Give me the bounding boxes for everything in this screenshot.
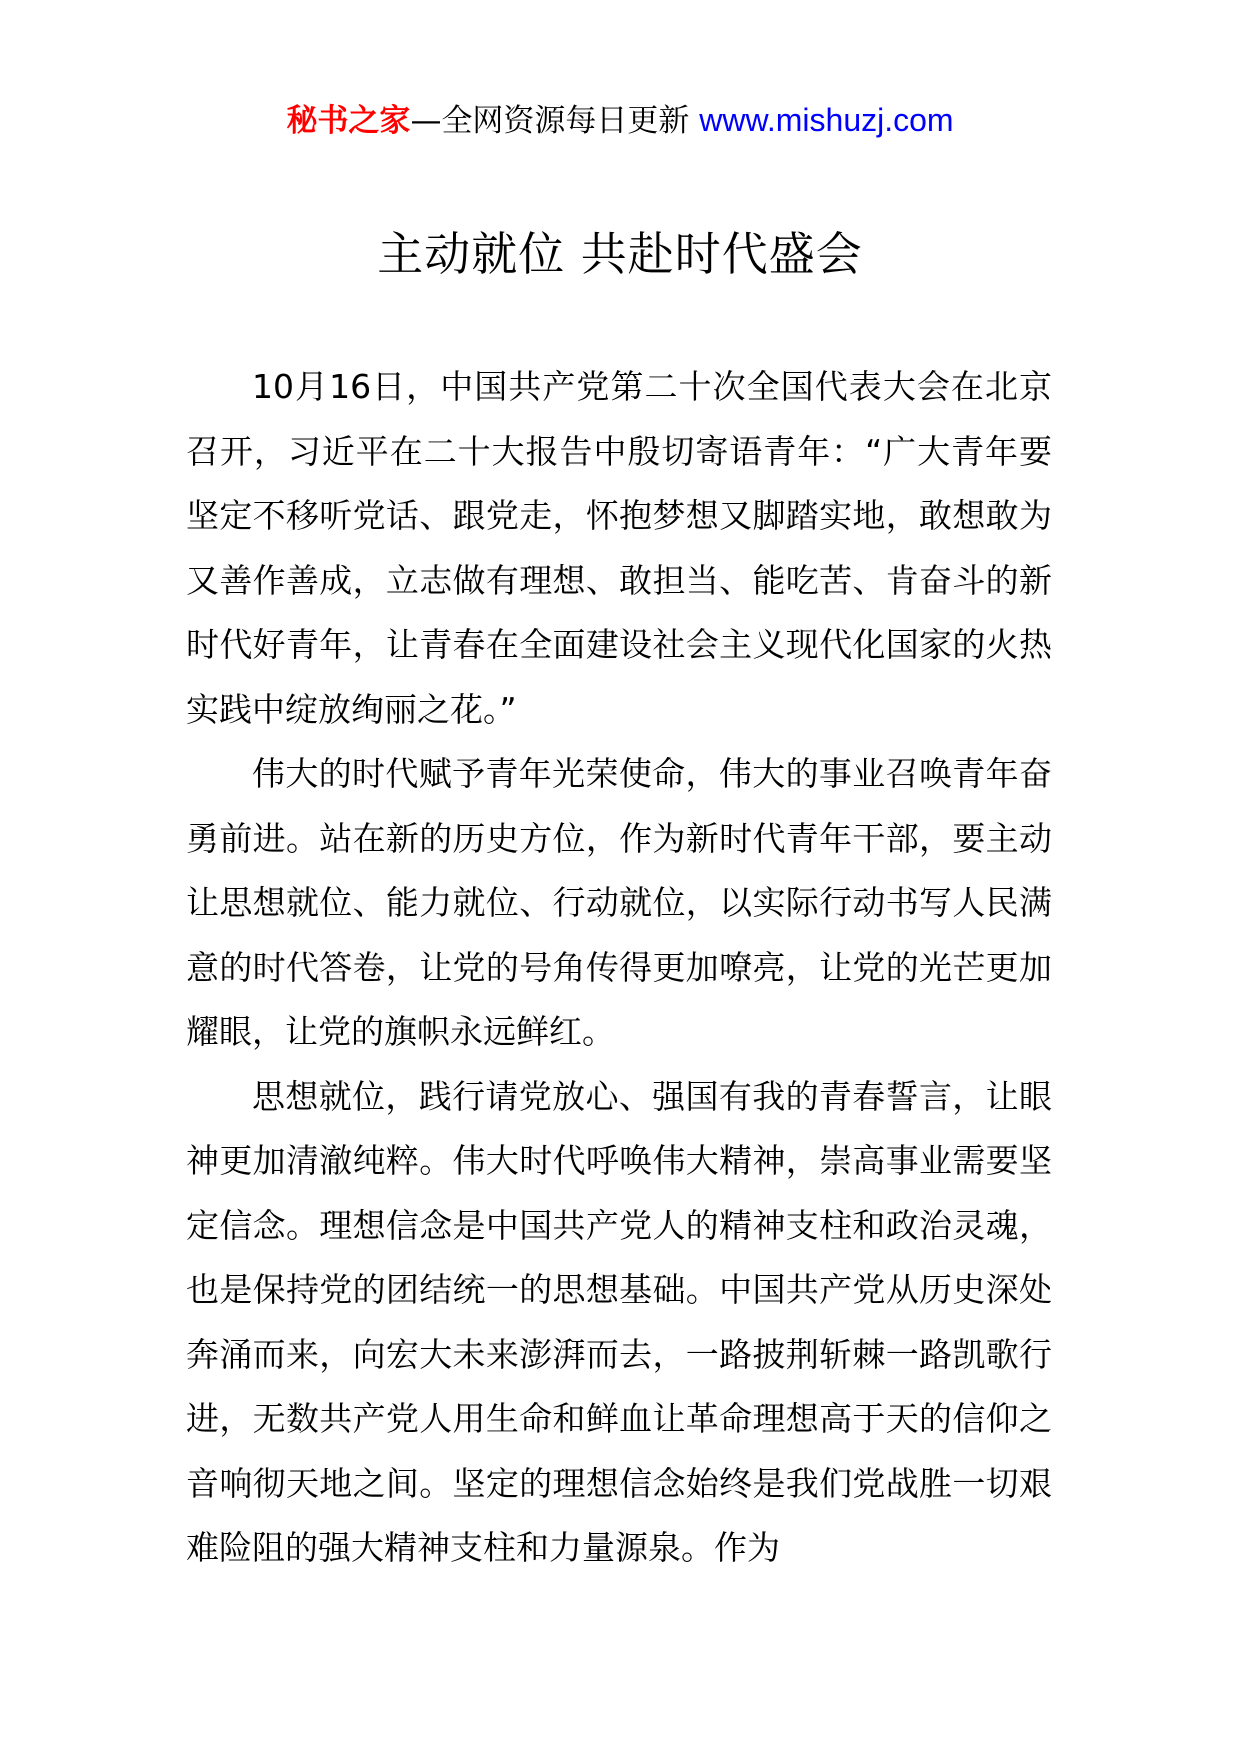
document-title: 主动就位 共赴时代盛会 bbox=[377, 227, 863, 281]
paragraph-2: 伟大的时代赋予青年光荣使命，伟大的事业召唤青年奋勇前进。站在新的历史方位，作为新时代青年干部，要主动让思想就位、能力就位、行动就位，以实际行动书写人民满意的时代答卷，让党的号角传得更加嘹亮，让党的光芒更加耀眼，让党的旗帜永远鲜红。 bbox=[186, 754, 1052, 1051]
site-url-link[interactable]: www.mishuzj.com bbox=[699, 102, 954, 138]
site-header bbox=[0, 100, 1240, 141]
brand-name: 秘书之家 bbox=[286, 103, 411, 139]
paragraph-1: 10月16日，中国共产党第二十次全国代表大会在北京召开，习近平在二十大报告中殷切寄语青年：“广大青年要坚定不移听党话、跟党走，怀抱梦想又脚踏实地，敢想敢为又善作善成，立志做有理想、敢担当、能吃苦、肯奋斗的新时代好青年，让青春在全面建设社会主义现代化国家的火热实践中绽放绚丽之花。” bbox=[186, 367, 1052, 729]
header-tagline: —全网资源每日更新 bbox=[410, 103, 690, 139]
document-body bbox=[186, 355, 1052, 1581]
paragraph-3: 思想就位，践行请党放心、强国有我的青春誓言，让眼神更加清澈纯粹。伟大时代呼唤伟大精神，崇高事业需要坚定信念。理想信念是中国共产党人的精神支柱和政治灵魂，也是保持党的团结统一的思想基础。中国共产党从历史深处奔涌而来，向宏大未来澎湃而去，一路披荆斩棘一路凯歌行进，无数共产党人用生命和鲜血让革命理想高于天的信仰之音响彻天地之间。坚定的理想信念始终是我们党战胜一切艰难险阻的强大精神支柱和力量源泉。作为 bbox=[186, 1076, 1052, 1567]
